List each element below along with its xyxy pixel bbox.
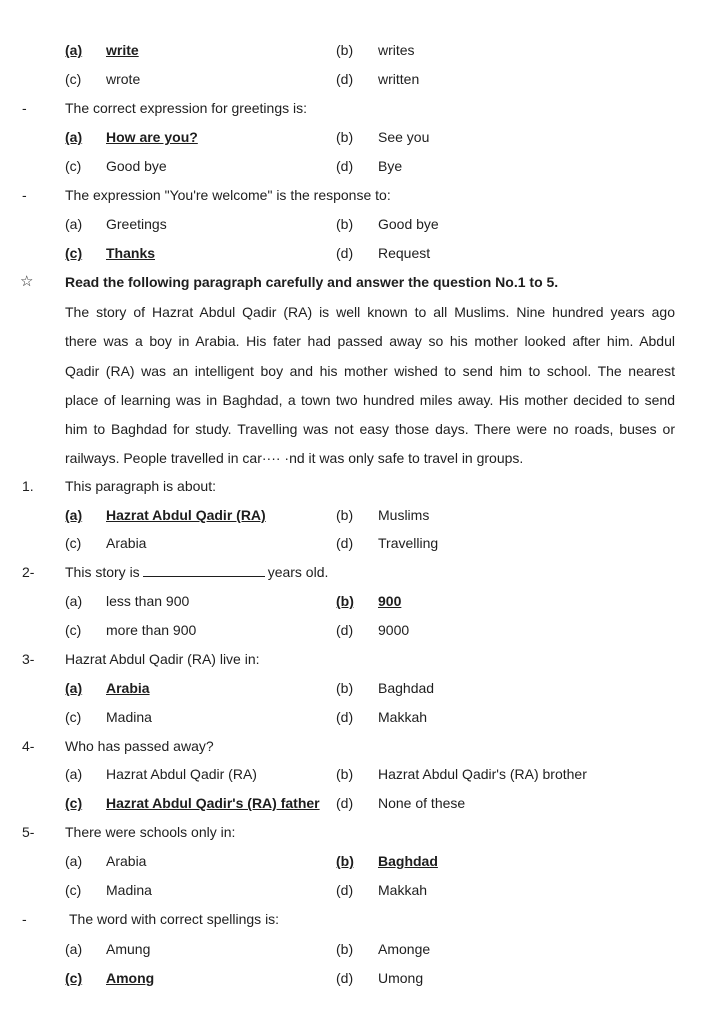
option-text: Makkah (378, 882, 428, 898)
option-letter: (c) (65, 622, 82, 638)
option-letter: (a) (65, 129, 83, 145)
option-text: Amonge (378, 941, 431, 957)
option-row (0, 155, 714, 177)
question-row (0, 184, 714, 206)
option-letter: (b) (336, 680, 354, 696)
option-letter: (a) (65, 853, 83, 869)
option-text: None of these (378, 795, 466, 811)
question-text-after: years old. (267, 564, 329, 580)
option-row (0, 68, 714, 90)
question-number: - (22, 187, 27, 203)
option-letter: (d) (336, 158, 354, 174)
option-letter: (d) (336, 709, 354, 725)
option-row (0, 677, 714, 699)
option-text: write (106, 42, 139, 58)
option-row (0, 792, 714, 814)
question-row (0, 648, 714, 670)
option-row (0, 39, 714, 61)
option-text: Muslims (378, 507, 430, 523)
option-text: How are you? (106, 129, 198, 145)
option-text: Good bye (106, 158, 167, 174)
option-letter: (d) (336, 795, 354, 811)
option-letter: (c) (65, 709, 82, 725)
instruction-row (0, 271, 714, 293)
option-letter: (b) (336, 853, 354, 869)
option-text: Amung (106, 941, 151, 957)
option-letter: (c) (65, 795, 83, 811)
option-letter: (c) (65, 882, 82, 898)
option-text: Hazrat Abdul Qadir (RA) (106, 507, 266, 523)
question-text-before: This story is (65, 564, 140, 580)
paragraph-line: The story of Hazrat Abdul Qadir (RA) is well known to all Muslims. Nine hundred years ago (65, 304, 675, 320)
option-letter: (b) (336, 42, 354, 58)
option-letter: (a) (65, 507, 83, 523)
option-letter: (c) (65, 71, 82, 87)
paragraph-line: there was a boy in Arabia. His fater had passed away so his mother looked after him. Abdul (65, 333, 675, 350)
question-text: The expression "You're welcome" is the response to: (65, 187, 391, 203)
option-letter: (a) (65, 42, 83, 58)
question-number: 3- (22, 651, 35, 667)
option-text: 9000 (378, 622, 410, 638)
option-letter: (d) (336, 882, 354, 898)
reading-paragraph (65, 298, 675, 474)
question-text (65, 561, 328, 583)
question-text: Who has passed away? (65, 738, 214, 754)
option-text: written (378, 71, 420, 87)
option-letter: (c) (65, 970, 83, 986)
question-text: The word with correct spellings is: (69, 911, 280, 927)
option-text: Umong (378, 970, 424, 986)
question-row (0, 908, 714, 930)
option-text: more than 900 (106, 622, 197, 638)
option-letter: (c) (65, 158, 82, 174)
question-number: 2- (22, 564, 35, 580)
option-text: wrote (106, 71, 141, 87)
paragraph-line: him to Baghdad for study. Travelling was not easy those days. There were no roads, buses or (65, 421, 675, 438)
question-number: - (22, 911, 27, 927)
option-text: Thanks (106, 245, 156, 261)
option-text: 900 (378, 593, 402, 609)
question-number: 1. (22, 478, 34, 494)
option-letter: (a) (65, 680, 83, 696)
paragraph-line: Qadir (RA) was an intelligent boy and his mother wished to send him to school. The nearest (65, 362, 675, 379)
option-letter: (b) (336, 593, 354, 609)
option-text: Travelling (378, 535, 439, 551)
option-text: Hazrat Abdul Qadir's (RA) brother (378, 766, 587, 782)
option-row (0, 532, 714, 554)
option-row (0, 126, 714, 148)
option-row (0, 242, 714, 264)
question-row (0, 821, 714, 843)
option-letter: (c) (65, 245, 83, 261)
option-text: writes (378, 42, 415, 58)
fill-blank (143, 562, 265, 577)
option-letter: (d) (336, 535, 354, 551)
option-letter: (a) (65, 766, 83, 782)
option-row (0, 213, 714, 235)
option-text: Madina (106, 709, 152, 725)
option-text: Makkah (378, 709, 428, 725)
option-letter: (d) (336, 71, 354, 87)
option-text: Arabia (106, 680, 150, 696)
option-text: Baghdad (378, 853, 438, 869)
option-letter: (d) (336, 622, 354, 638)
option-text: Madina (106, 882, 152, 898)
option-letter: (b) (336, 129, 354, 145)
option-text: Arabia (106, 853, 147, 869)
option-row (0, 938, 714, 960)
question-number: 5- (22, 824, 35, 840)
option-text: less than 900 (106, 593, 190, 609)
question-text: The correct expression for greetings is: (65, 100, 307, 116)
option-text: Good bye (378, 216, 439, 232)
option-row (0, 504, 714, 526)
question-row (0, 475, 714, 497)
question-number: - (22, 100, 27, 116)
option-row (0, 879, 714, 901)
option-text: Greetings (106, 216, 167, 232)
question-number: 4- (22, 738, 35, 754)
option-letter: (b) (336, 507, 354, 523)
option-letter: (a) (65, 216, 83, 232)
question-text: This paragraph is about: (65, 478, 216, 494)
instruction-heading: Read the following paragraph carefully and answer the question No.1 to 5. (65, 274, 559, 290)
question-text: There were schools only in: (65, 824, 236, 840)
option-letter: (a) (65, 593, 83, 609)
option-text: See you (378, 129, 430, 145)
option-letter: (b) (336, 941, 354, 957)
option-text: Request (378, 245, 431, 261)
question-text: Hazrat Abdul Qadir (RA) live in: (65, 651, 260, 667)
paragraph-line: railways. People travelled in car···· ·nd it was only safe to travel in groups. (65, 450, 524, 467)
option-letter: (d) (336, 970, 354, 986)
question-row (0, 735, 714, 757)
option-letter: (b) (336, 766, 354, 782)
option-row (0, 967, 714, 989)
option-row (0, 619, 714, 641)
question-row (0, 97, 714, 119)
option-text: Baghdad (378, 680, 435, 696)
option-letter: (d) (336, 245, 354, 261)
option-text: Hazrat Abdul Qadir's (RA) father (106, 795, 320, 811)
paragraph-line: place of learning was in Baghdad, a town two hundred miles away. His mother decided to send (65, 391, 675, 408)
option-text: Hazrat Abdul Qadir (RA) (106, 766, 257, 782)
option-text: Among (106, 970, 155, 986)
option-row (0, 590, 714, 612)
option-text: Arabia (106, 535, 147, 551)
question-row (0, 561, 714, 583)
option-letter: (a) (65, 941, 83, 957)
option-letter: (c) (65, 535, 82, 551)
star-icon: ☆ (20, 273, 34, 290)
option-row (0, 850, 714, 872)
option-text: Bye (378, 158, 403, 174)
option-letter: (b) (336, 216, 354, 232)
option-row (0, 706, 714, 728)
option-row (0, 763, 714, 785)
